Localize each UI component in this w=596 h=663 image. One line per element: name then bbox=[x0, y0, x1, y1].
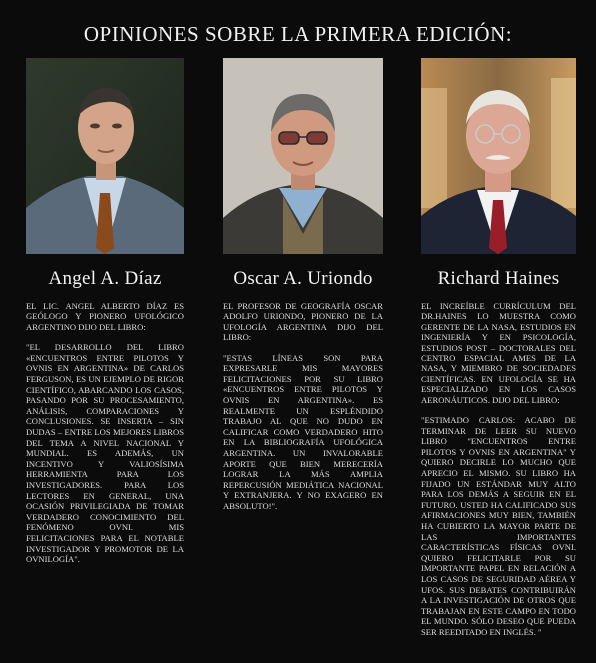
person-quote: "ESTAS LÍNEAS SON PARA EXPRESARLE MIS MAYORES FELICITACIONES POR SU LIBRO «ENCUENTROS ENTRE PILOTOS Y OVNIS EN ARGENTINA». ES REALMENTE UN ESPLÉNDIDO TRABAJO AL QUE NO DUDO EN CALIFICAR COMO VERDADERO HITO EN LA BIBLIOGRAFÍA UFOLÓGICA ARGENTINA. UN INVALORABLE APORTE QUE BIEN MERECERÍA LOGRAR LA MÁS AMPLIA REPERCUSIÓN MEDIÁTICA NACIONAL Y EXTRANJERA. Y NO EXAGERO EN ABSOLUTO!". bbox=[223, 352, 383, 511]
page-title: OPINIONES SOBRE LA PRIMERA EDICIÓN: bbox=[83, 22, 513, 46]
person-name: Richard Haines bbox=[437, 268, 560, 289]
opinion-column-2 bbox=[223, 58, 383, 512]
person-intro: EL INCREÍBLE CURRÍCULUM DEL DR.HAINES LO MUESTRA COMO GERENTE DE LA NASA, ESTUDIOS EN INGENIERÍA Y EN PSICOLOGÍA, ESTUDIOS POST – DOCTORALES DEL CENTRO ESPACIAL AMES DE LA NASA, Y MIEMBRO DE SOCIEDADES CIENTÍFICAS. EN UFOLOGÍA SE HA ESPECIALIZADO EN LOS CASOS AERONÁUTICOS. DIJO DEL LIBRO: bbox=[421, 301, 576, 405]
opinion-column-1 bbox=[26, 58, 184, 565]
person-intro: EL PROFESOR DE GEOGRAFÍA OSCAR ADOLFO URIONDO, PIONERO DE LA UFOLOGÍA ARGENTINA DIJO DEL LIBRO: bbox=[223, 301, 383, 343]
person-intro: EL LIC. ANGEL ALBERTO DÍAZ ES GEÓLOGO Y PIONERO UFOLÓGICO ARGENTINO DIJO DEL LIBRO: bbox=[26, 301, 184, 332]
person-quote: "ESTIMADO CARLOS: ACABO DE TERMINAR DE LEER SU NUEVO LIBRO "ENCUENTROS ENTRE PILOTOS Y OVNIS EN ARGENTINA" Y QUIERO DECIRLE LO MUCHO QUE APRECIO EL MISMO. SU LIBRO HA FIJADO UN ESTÁNDAR MUY ALTO PARA LOS DEMÁS A SEGUIR EN EL FUTURO. USTED HA CALIFICADO SUS AFIRMACIONES MUY BIEN, TAMBIÉN HA CUBIERTO LA MAYOR PARTE DE LAS IMPORTANTES CARACTERÍSTICAS FÍSICAS OVNI. QUIERO FELICITARLE POR SU IMPORTANTE PAPEL EN RELACIÓN A LOS CASOS DE SEGURIDAD AÉREA Y UFOS. SUS DEBATES CONTRIBUIRÁN A LA INVESTIGACIÓN DE OTROS QUE TRABAJAN EN ESTE CAMPO EN TODO EL MUNDO. SÓLO DESEO QUE PUEDA SER REEDITADO EN INGLÉS. " bbox=[421, 415, 576, 637]
portrait-photo bbox=[223, 58, 383, 254]
person-name: Angel A. Díaz bbox=[48, 268, 162, 289]
portrait-photo bbox=[421, 58, 576, 254]
portrait-photo bbox=[26, 58, 184, 254]
person-quote: "EL DESARROLLO DEL LIBRO «ENCUENTROS ENTRE PILOTOS Y OVNIS EN ARGENTINA» DE CARLOS FERGUSON, ES UN EJEMPLO DE RIGOR CIENTÍFICO, ABARCANDO LOS CASOS, PASANDO POR SU PROCESAMIENTO, ANÁLISIS, COMPARACIONES Y CONCLUSIONES. SE INSERTA – SIN DUDAS – ENTRE LOS MEJORES LIBROS DEL TEMA A NIVEL NACIONAL Y MUNDIAL. ES ADEMÁS, UN INCENTIVO Y VALIOSÍSIMA HERRAMIENTA PARA LOS INVESTIGADORES. PARA LOS LECTORES EN GENERAL, UNA OCASIÓN PRIVILEGIADA DE TOMAR VERDADERO CONOCIMIENTO DEL FENÓMENO OVNI. MIS FELICITACIONES PARA EL NOTABLE INVESTIGADOR Y PROMOTOR DE LA OVNILOGÍA". bbox=[26, 342, 184, 565]
person-name: Oscar A. Uriondo bbox=[233, 268, 373, 289]
opinion-column-3 bbox=[421, 58, 576, 638]
